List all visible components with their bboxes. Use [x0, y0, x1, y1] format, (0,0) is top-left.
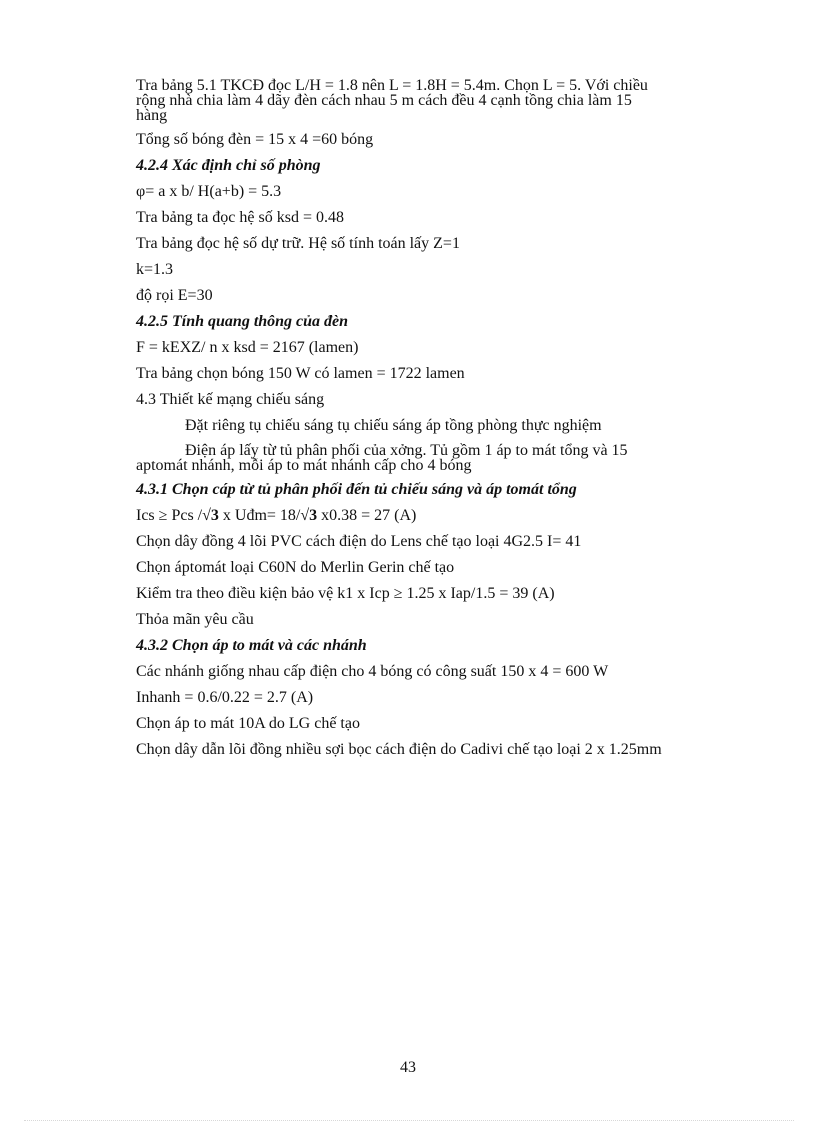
text-line: Điện áp lấy từ tủ phân phối của xởng. Tủ gồm 1 áp to mát tổng và 15 — [185, 442, 628, 459]
text-line: hàng — [136, 107, 168, 124]
text-dat-rieng: Đặt riêng tụ chiếu sáng tụ chiếu sáng áp tồng phòng thực nghiệm — [185, 417, 602, 434]
text-branches: Các nhánh giống nhau cấp điện cho 4 bóng có công suất 150 x 4 = 600 W — [136, 663, 609, 680]
text-room-index: φ= a x b/ H(a+b) = 5.3 — [136, 183, 282, 200]
text-line: rộng nhà chia làm 4 dãy đèn cách nhau 5 m cách đều 4 cạnh tồng chia làm 15 — [136, 92, 632, 109]
heading-4-3-2: 4.3.2 Chọn áp to mát và các nhánh — [136, 637, 367, 654]
heading-4-2-4: 4.2.4 Xác định chỉ số phòng — [136, 157, 321, 174]
heading-4-2-5: 4.2.5 Tính quang thông của đèn — [136, 313, 349, 330]
text-branch-current: Inhanh = 0.6/0.22 = 2.7 (A) — [136, 689, 314, 706]
text-conductor-choice: Chọn dây dẫn lõi đồng nhiều sợi bọc cách điện do Cadivi chế tạo loại 2 x 1.25mm — [136, 741, 662, 758]
text-cable-choice: Chọn dây đồng 4 lõi PVC cách điện do Lens chế tạo loại 4G2.5 I= 41 — [136, 533, 582, 550]
paragraph-tra-bang-51 — [136, 78, 756, 123]
sqrt3-symbol: √3 — [202, 507, 219, 524]
paragraph-dien-ap — [136, 443, 756, 473]
text-line: Tra bảng 5.1 TKCĐ đọc L/H = 1.8 nên L = 1.8H = 5.4m. Chọn L = 5. Với chiều — [136, 77, 648, 94]
text-protection-check: Kiểm tra theo điều kiện bảo vệ k1 x Icp ≥ 1.25 x Iap/1.5 = 39 (A) — [136, 585, 555, 602]
text-illuminance: độ rọi E=30 — [136, 287, 213, 304]
sqrt3-symbol: √3 — [300, 507, 318, 524]
heading-4-3-1: 4.3.1 Chọn cáp từ tủ phân phối đến tủ chiếu sáng và áp tomát tổng — [136, 481, 577, 498]
page-number: 43 — [400, 1059, 416, 1076]
text-k: k=1.3 — [136, 261, 174, 278]
text-segment: x0.38 = 27 (A) — [317, 507, 417, 524]
text-ksd: Tra bảng ta đọc hệ số ksd = 0.48 — [136, 209, 344, 226]
text-flux-formula: F = kEXZ/ n x ksd = 2167 (lamen) — [136, 339, 359, 356]
text-breaker-choice: Chọn áptomát loại C60N do Merlin Gerin chế tạo — [136, 559, 455, 576]
page-divider — [24, 1120, 794, 1121]
text-ics-formula — [136, 507, 756, 525]
text-satisfied: Thỏa mãn yêu cầu — [136, 611, 254, 628]
page-content — [136, 78, 756, 767]
text-total-lamps: Tổng số bóng đèn = 15 x 4 =60 bóng — [136, 131, 374, 148]
heading-4-3: 4.3 Thiết kế mạng chiếu sáng — [136, 391, 325, 408]
text-segment: Ics ≥ Pcs / — [136, 507, 203, 524]
text-lamp-choice: Tra bảng chọn bóng 150 W có lamen = 1722 lamen — [136, 365, 465, 382]
text-reserve-factor: Tra bảng đọc hệ số dự trữ. Hệ số tính toán lấy Z=1 — [136, 235, 460, 252]
text-line: aptomát nhánh, mỗi áp to mát nhánh cấp cho 4 bóng — [136, 457, 472, 474]
text-10a-breaker: Chọn áp to mát 10A do LG chế tạo — [136, 715, 360, 732]
text-segment: x Uđm= 18/ — [218, 507, 301, 524]
